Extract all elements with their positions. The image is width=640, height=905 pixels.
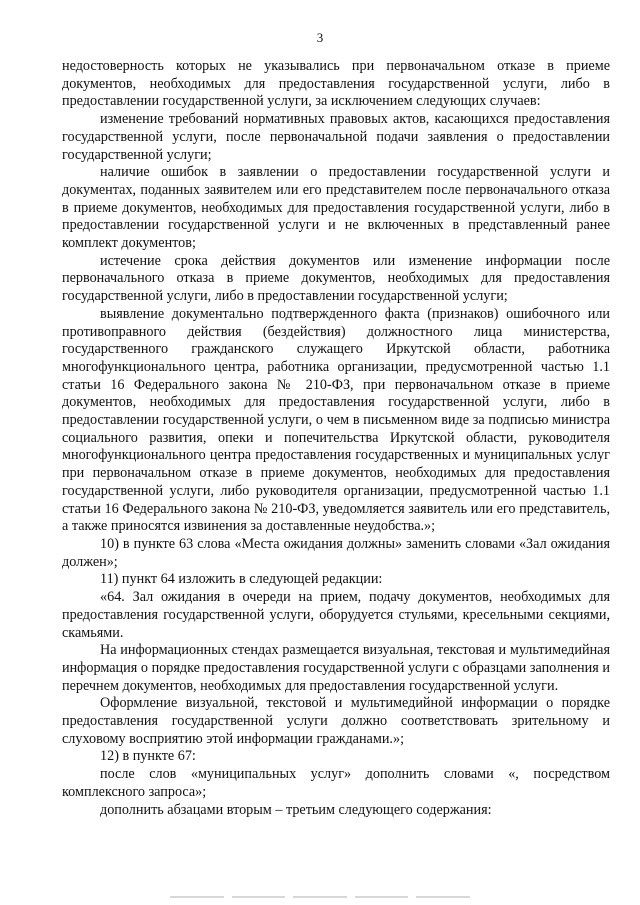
paragraph: «64. Зал ожидания в очереди на прием, подачу документов, необходимых для предоставления государственной услуги, оборудуется стульями, кресельными секциями, скамьями.: [62, 589, 610, 641]
scan-artifact: [170, 896, 470, 900]
paragraph: наличие ошибок в заявлении о предоставлении государственной услуги и документах, поданных заявителем или его представителем после первоначального отказа в приеме документов, необходимых для предоставления государственной услуги, либо в предоставлении государственной услуги и не включенных в представленный ранее комплект документов;: [62, 164, 610, 252]
paragraph: выявление документально подтвержденного факта (признаков) ошибочного или противоправного действия (бездействия) должностного лица министерства, государственного гражданского служащего Иркутской области, работника многофункционального центра, работника организации, предусмотренной частью 1.1 статьи 16 Федерального закона № 210-ФЗ, при первоначальном отказе в приеме документов, необходимых для предоставления государственной услуги, либо в предоставлении государственной услуги, о чем в письменном виде за подписью министра социального развития, опеки и попечительства Иркутской области, руководителя многофункционального центра предоставления государственных и муниципальных услуг при первоначальном отказе в приеме документов, необходимых для предоставления государственной услуги, либо руководителя организации, предусмотренной частью 1.1 статьи 16 Федерального закона № 210-ФЗ, уведомляется заявитель или его представитель, а также приносятся извинения за доставленные неудобства.»;: [62, 305, 610, 535]
scan-mark: [416, 896, 470, 898]
paragraph: недостоверность которых не указывались при первоначальном отказе в приеме документов, необходимых для предоставления государственной услуги, либо в предоставлении государственной услуги, за исключением следующих случаев:: [62, 58, 610, 110]
paragraph: дополнить абзацами вторым – третьим следующего содержания:: [100, 801, 492, 818]
page-number: 3: [316, 30, 324, 45]
paragraph: 11) пункт 64 изложить в следующей редакции:: [100, 571, 383, 588]
document-body: [62, 58, 610, 819]
scan-mark: [293, 896, 347, 898]
paragraph: На информационных стендах размещается визуальная, текстовая и мультимедийная информация о порядке предоставления государственной услуги с образцами заполнения и перечнем документов, необходимых для предоставления государственной услуги.: [62, 642, 610, 694]
scan-mark: [232, 896, 286, 898]
scan-mark: [355, 896, 409, 898]
paragraph: истечение срока действия документов или изменение информации после первоначального отказа в приеме документов, необходимых для предоставления государственной услуги, либо в предоставлении государственной услуги;: [62, 252, 610, 305]
paragraph: 12) в пункте 67:: [100, 748, 196, 765]
paragraph: после слов «муниципальных услуг» дополнить словами «, посредством комплексного запроса»;: [62, 766, 610, 800]
scan-mark: [170, 896, 224, 898]
paragraph: Оформление визуальной, текстовой и мультимедийной информации о порядке предоставления государственной услуги должно соответствовать зрительному и слуховому восприятию этой информации гражданами.»;: [62, 695, 610, 747]
paragraph: 10) в пункте 63 слова «Места ожидания должны» заменить словами «Зал ожидания должен»;: [62, 535, 610, 570]
paragraph: изменение требований нормативных правовых актов, касающихся предоставления государственной услуги, после первоначальной подачи заявления о предоставлении государственной услуги;: [62, 111, 610, 163]
